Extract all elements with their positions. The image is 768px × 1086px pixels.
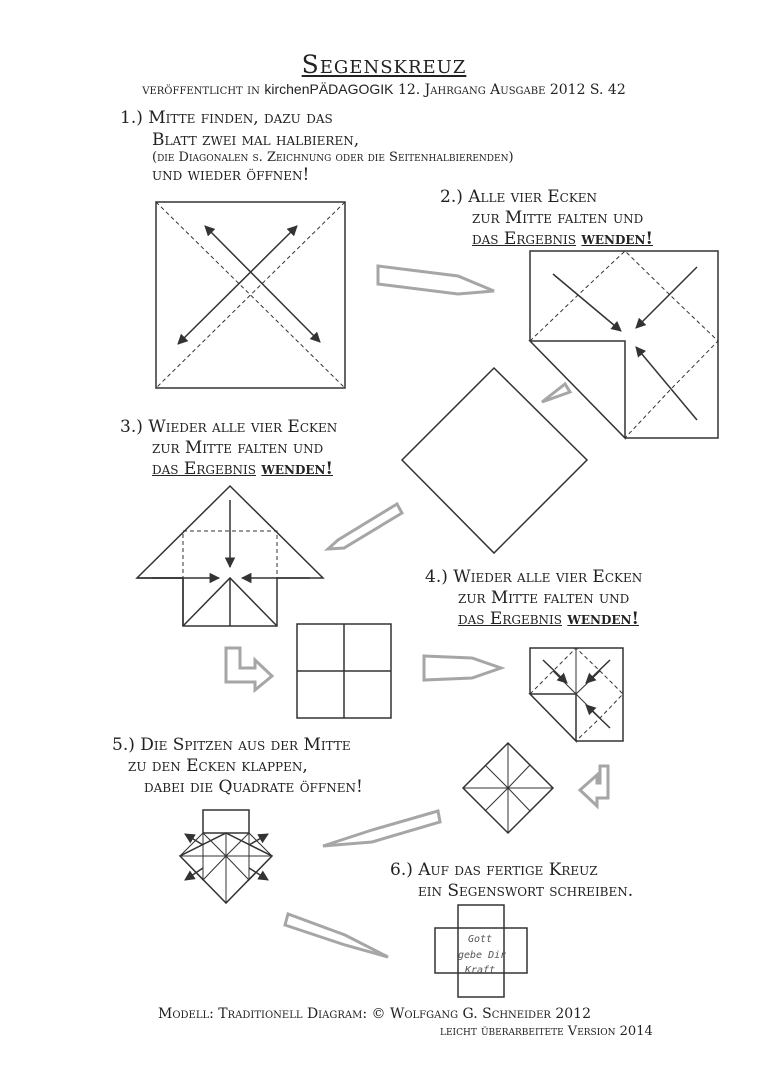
diagram-step3-house <box>137 486 323 626</box>
diagram-step2-square <box>530 251 718 438</box>
step6-line1: 6.) Auf das fertige Kreuz <box>390 860 598 880</box>
step4-turn: wenden! <box>567 609 639 629</box>
diagram-step1-square <box>156 202 345 388</box>
step2-line2: zur Mitte falten und <box>472 208 644 228</box>
step3-line2: zur Mitte falten und <box>152 438 324 458</box>
diagram-step5-cross <box>180 810 272 903</box>
step1-line1: 1.) Mitte finden, dazu das <box>120 108 333 128</box>
diagram-step4-diamond <box>463 743 553 833</box>
cross-text-line3: Kraft <box>465 965 496 976</box>
step3-turn: wenden! <box>261 459 333 479</box>
step6-line2: ein Segenswort schreiben. <box>418 881 634 901</box>
process-arrow-5 <box>424 656 501 680</box>
process-arrow-1 <box>378 266 494 294</box>
step5-line1: 5.) Die Spitzen aus der Mitte <box>112 735 351 755</box>
process-arrow-2 <box>542 384 570 402</box>
step5-line3: dabei die Quadrate öffnen! <box>144 777 363 797</box>
step1-line3: und wieder öffnen! <box>152 165 310 185</box>
process-arrow-7 <box>323 811 440 846</box>
step3-result: das Ergebnis <box>152 459 256 479</box>
step2-result: das Ergebnis <box>472 229 576 249</box>
cross-text-line1: Gott <box>468 934 493 945</box>
subtitle-publication: kirchenPÄDAGOGIK <box>264 81 394 97</box>
process-arrow-3 <box>328 504 402 549</box>
cross-text-line2: gebe Dir <box>458 950 507 961</box>
step5-line2: zu den Ecken klappen, <box>128 756 308 776</box>
step3-line1: 3.) Wieder alle vier Ecken <box>120 417 338 437</box>
step4-result: das Ergebnis <box>458 609 562 629</box>
step1-note: (die Diagonalen s. Zeichnung oder die Seitenhalbierenden) <box>152 150 514 165</box>
page-title: Segenskreuz <box>301 50 467 79</box>
subtitle-prefix: veröffentlicht in <box>142 82 260 98</box>
process-arrow-4 <box>226 648 272 690</box>
diagram-step3-square <box>297 624 391 718</box>
footer-version: leicht überarbeitete Version 2014 <box>440 1024 653 1039</box>
step2-turn: wenden! <box>581 229 653 249</box>
diagram-step4-square <box>530 648 623 741</box>
process-arrow-6 <box>580 766 608 806</box>
step4-line2: zur Mitte falten und <box>458 588 630 608</box>
step4-line1: 4.) Wieder alle vier Ecken <box>425 567 643 587</box>
process-arrow-8 <box>285 914 388 957</box>
footer-credits: Modell: Traditionell Diagram: © Wolfgang G. Schneider 2012 <box>158 1006 591 1022</box>
subtitle-suffix: 12. Jahrgang Ausgabe 2012 S. 42 <box>397 82 626 98</box>
step2-line1: 2.) Alle vier Ecken <box>440 187 598 207</box>
step1-line2: Blatt zwei mal halbieren, <box>152 130 360 150</box>
